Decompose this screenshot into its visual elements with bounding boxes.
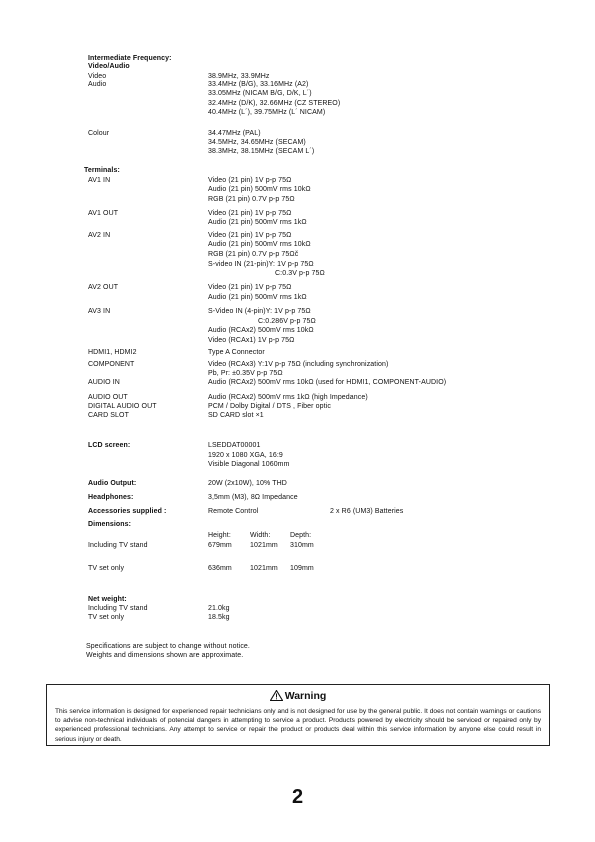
av3-in-value: S-Video IN (4-pin)Y: 1V p-p 75Ω [208, 308, 311, 315]
av2-out-value: Video (21 pin) 1V p-p 75Ω [208, 284, 292, 291]
accessories-batteries: 2 x R6 (UM3) Batteries [330, 508, 404, 515]
audio-out-value: Audio (RCAx2) 500mV rms 1kΩ (high Impedance) [208, 394, 368, 401]
net-weight-label: Net weight: [88, 596, 127, 603]
av3-in-value: Audio (RCAx2) 500mV rms 10kΩ [208, 327, 314, 334]
component-value: Video (RCAx3) Y:1V p-p 75Ω (including synchronization) [208, 361, 389, 368]
warning-text: This service information is designed for experienced repair technicians only and is not designed for use by the general public. It does not contain warnings or cautions to advise non-technical individuals of potencial dangers in attempting to service a product. Products powered by electricity should be serviced or repaired only by experienced professional technicians. Any attempt to service or repair the product or products deal within this service information by anyone else could result in serious injury or death. [55, 708, 541, 743]
audio-value: 32.4MHz (D/K), 32.66MHz (CZ STEREO) [208, 100, 341, 107]
colour-value: 34.47MHz (PAL) [208, 130, 261, 137]
av2-in-value: S-video IN (21-pin)Y: 1V p-p 75Ω [208, 261, 314, 268]
audio-out-label: AUDIO OUT [88, 394, 128, 401]
lcd-value: Visible Diagonal 1060mm [208, 461, 290, 468]
audio-value: 40.4MHz (L´), 39.75MHz (L´ NICAM) [208, 109, 326, 116]
dim-depth: 310mm [290, 542, 314, 549]
av1-in-label: AV1 IN [88, 177, 111, 184]
av1-in-value: Video (21 pin) 1V p-p 75Ω [208, 177, 292, 184]
dim-height: 679mm [208, 542, 232, 549]
terminals-heading: Terminals: [84, 167, 120, 174]
card-slot-label: CARD SLOT [88, 412, 129, 419]
colour-value: 34.5MHz, 34.65MHz (SECAM) [208, 139, 306, 146]
dimensions-label: Dimensions: [88, 521, 132, 528]
av3-in-value: C:0.286V p-p 75Ω [258, 318, 316, 325]
headphones-value: 3,5mm (M3), 8Ω Impedance [208, 494, 298, 501]
headphones-label: Headphones: [88, 494, 134, 501]
lcd-value: LSEDDAT00001 [208, 442, 261, 449]
video-value: 38.9MHz, 33.9MHz [208, 73, 270, 80]
dim-col-width: Width: [250, 532, 271, 539]
dim-width: 1021mm [250, 565, 278, 572]
warning-title-row [47, 690, 549, 702]
dim-row-label: Including TV stand [88, 542, 148, 549]
warning-box [46, 684, 550, 746]
warning-title: Warning [284, 690, 327, 702]
av2-in-value: RGB (21 pin) 0.7V p-p 75Ωč [208, 251, 299, 258]
av2-out-value: Audio (21 pin) 500mV rms 1kΩ [208, 294, 307, 301]
dim-width: 1021mm [250, 542, 278, 549]
audio-in-label: AUDIO IN [88, 379, 120, 386]
av1-in-value: Audio (21 pin) 500mV rms 10kΩ [208, 186, 311, 193]
lcd-label: LCD screen: [88, 442, 131, 449]
accessories-label: Accessories supplied : [88, 508, 167, 515]
av2-out-label: AV2 OUT [88, 284, 119, 291]
av3-in-value: Video (RCAx1) 1V p-p 75Ω [208, 337, 295, 344]
weight-row-label: TV set only [88, 614, 125, 621]
av1-in-value: RGB (21 pin) 0.7V p-p 75Ω [208, 196, 295, 203]
video-label: Video [88, 73, 107, 80]
av2-in-value: Video (21 pin) 1V p-p 75Ω [208, 232, 292, 239]
audio-value: 33.05MHz (NICAM B/G, D/K, L´) [208, 90, 312, 97]
av1-out-label: AV1 OUT [88, 210, 119, 217]
av2-in-value: Audio (21 pin) 500mV rms 10kΩ [208, 241, 311, 248]
dim-col-height: Height: [208, 532, 231, 539]
av1-out-value: Video (21 pin) 1V p-p 75Ω [208, 210, 292, 217]
card-slot-value: SD CARD slot ×1 [208, 412, 264, 419]
hdmi-label: HDMI1, HDMI2 [88, 349, 137, 356]
hdmi-value: Type A Connector [208, 349, 265, 356]
colour-value: 38.3MHz, 38.15MHz (SECAM L´) [208, 148, 315, 155]
weight-row-label: Including TV stand [88, 605, 148, 612]
weight-value: 18.5kg [208, 614, 230, 621]
colour-label: Colour [88, 130, 110, 137]
page-number: 2 [291, 786, 304, 808]
component-label: COMPONENT [88, 361, 135, 368]
warning-triangle-icon [270, 690, 285, 702]
dim-depth: 109mm [290, 565, 314, 572]
if-heading: Intermediate Frequency: [88, 55, 172, 62]
digital-audio-label: DIGITAL AUDIO OUT [88, 403, 157, 410]
dim-row-label: TV set only [88, 565, 125, 572]
audio-label: Audio [88, 81, 107, 88]
av3-in-label: AV3 IN [88, 308, 111, 315]
video-audio-heading: Video/Audio [88, 63, 130, 70]
lcd-value: 1920 x 1080 XGA, 16:9 [208, 452, 283, 459]
av2-in-label: AV2 IN [88, 232, 111, 239]
spec-note: Specifications are subject to change without notice. [86, 643, 250, 650]
audio-output-value: 20W (2x10W), 10% THD [208, 480, 287, 487]
weight-value: 21.0kg [208, 605, 230, 612]
accessories-remote: Remote Control [208, 508, 259, 515]
audio-in-value: Audio (RCAx2) 500mV rms 10kΩ (used for HDMI1, COMPONENT-AUDIO) [208, 379, 447, 386]
component-value: Pb, Pr: ±0.35V p-p 75Ω [208, 370, 283, 377]
spec-note: Weights and dimensions shown are approximate. [86, 652, 244, 659]
dim-height: 636mm [208, 565, 232, 572]
audio-output-label: Audio Output: [88, 480, 137, 487]
av2-in-value: C:0.3V p-p 75Ω [275, 270, 325, 277]
dim-col-depth: Depth: [290, 532, 312, 539]
av1-out-value: Audio (21 pin) 500mV rms 1kΩ [208, 219, 307, 226]
audio-value: 33.4MHz (B/G), 33.16MHz (A2) [208, 81, 309, 88]
digital-audio-value: PCM / Dolby Digital / DTS , Fiber optic [208, 403, 331, 410]
